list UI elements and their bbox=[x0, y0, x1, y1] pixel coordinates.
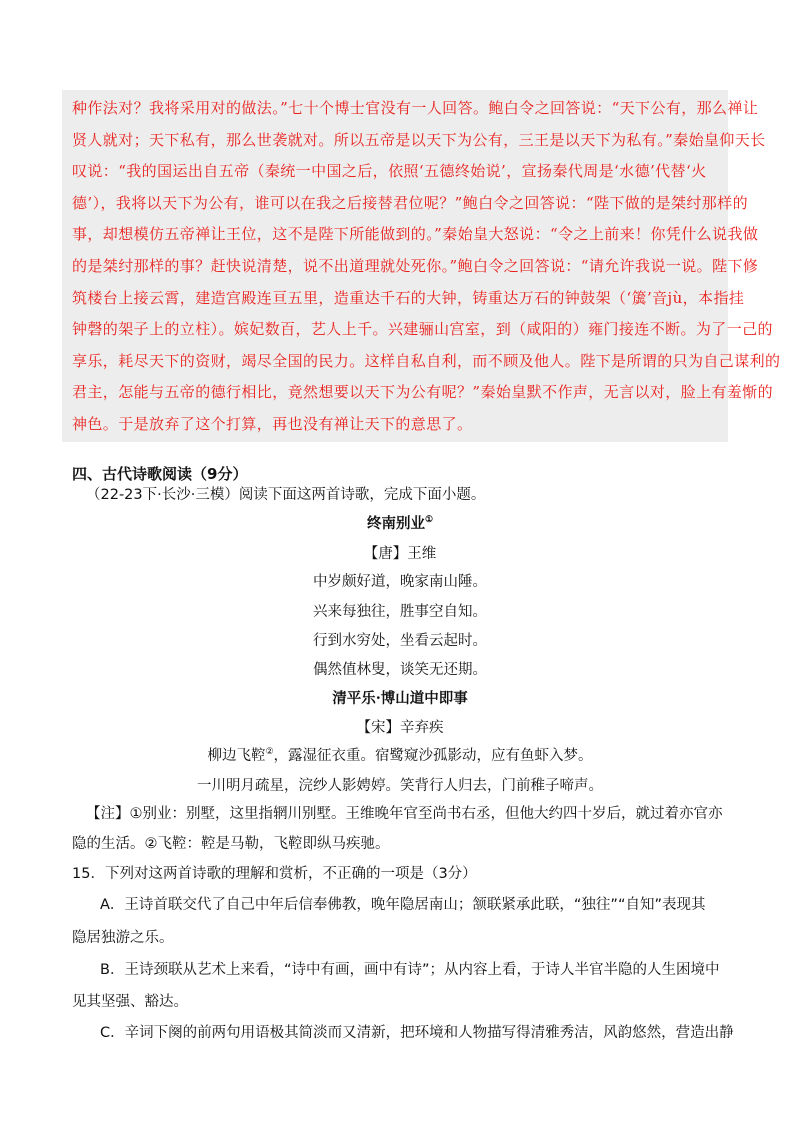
poem1-line: 中岁颇好道，晚家南山陲。 bbox=[313, 574, 487, 590]
question-stem: 15．下列对这两首诗歌的理解和赏析，不正确的一项是（3分） bbox=[72, 866, 477, 882]
footnote-marker: ② bbox=[265, 747, 274, 758]
section-intro: （22-23下·长沙·三模）阅读下面这两首诗歌，完成下面小题。 bbox=[86, 487, 486, 503]
answer-line: 神色。于是放弃了这个打算，再也没有禅让天下的意思了。 bbox=[72, 415, 473, 433]
answer-line: 筑楼台上接云霄，建造宫殿连亘五里，造重达千石的大钟，铸重达万石的钟鼓架（‘簴’音jù，本指挂 bbox=[72, 289, 745, 307]
option-b: B．王诗颈联从艺术上来看，“诗中有画，画中有诗”；从内容上看，于诗人半官半隐的人生困境中 bbox=[100, 962, 720, 978]
answer-line: 享乐，耗尽天下的资财，竭尽全国的民力。这样自私自利，而不顾及他人。陛下是所谓的只为自己谋利的 bbox=[72, 352, 781, 370]
section-title: 四、古代诗歌阅读（9分） bbox=[72, 465, 248, 483]
answer-line: 事，却想模仿五帝禅让王位，这不是陛下所能做到的。”秦始皇大怒说：“令之上前来！你凭什么说我做 bbox=[72, 225, 759, 243]
poem2-title: 清平乐·博山道中即事 bbox=[332, 690, 468, 707]
answer-line: 贤人就对；天下私有，那么世袭就对。所以五帝是以天下为公有，三王是以天下为私有。”秦始皇仰天长 bbox=[72, 131, 766, 149]
poem1-line: 行到水穷处，坐看云起时。 bbox=[313, 633, 487, 649]
answer-line: 德’），我将以天下为公有，谁可以在我之后接替君位呢？”鲍白令之回答说：“陛下做的是桀纣那样的 bbox=[72, 194, 749, 212]
answer-line: 君主，怎能与五帝的德行相比，竟然想要以天下为公有呢？”秦始皇默不作声，无言以对，脸上有羞惭的 bbox=[72, 383, 774, 401]
answer-line: 的是桀纣那样的事？赶快说清楚，说不出道理就处死你。”鲍白令之回答说：“请允许我说一说。陛下修 bbox=[72, 257, 759, 275]
poem2-line: 一川明月疏星，浣纱人影娉婷。笑背行人归去，门前稚子啼声。 bbox=[197, 778, 603, 794]
option-b-cont: 见其坚强、豁达。 bbox=[72, 994, 188, 1010]
poem2-line: 柳边飞鞚②，露湿征衣重。宿鹭窥沙孤影动，应有鱼虾入梦。 bbox=[207, 747, 593, 764]
poem2-author: 【宋】辛弃疾 bbox=[356, 720, 444, 736]
answer-line: 叹说：“我的国运出自五帝（秦统一中国之后，依照‘五德终始说’，宣扬秦代周是‘水德’代替‘火 bbox=[72, 162, 707, 180]
poem1-title: 终南别业① bbox=[366, 515, 434, 532]
option-c: C．辛词下阕的前两句用语极其简淡而又清新，把环境和人物描写得清雅秀洁，风韵悠然，营造出静 bbox=[100, 1025, 734, 1041]
notes-line: 隐的生活。②飞鞚：鞚是马勒，飞鞚即纵马疾驰。 bbox=[72, 836, 390, 852]
answer-line: 钟磬的架子上的立柱）。嫔妃数百，艺人上千。兴建骊山宫室，到（咸阳的）雍门接连不断。为了一己的 bbox=[72, 320, 773, 338]
poem1-line: 偶然值林叟，谈笑无还期。 bbox=[313, 662, 487, 678]
poem1-line: 兴来每独往，胜事空自知。 bbox=[313, 604, 487, 620]
footnote-marker: ① bbox=[424, 515, 434, 526]
notes-line: 【注】①别业：别墅，这里指辋川别墅。王维晚年官至尚书右丞，但他大约四十岁后，就过着亦官亦 bbox=[86, 806, 723, 822]
poem1-author: 【唐】王维 bbox=[363, 546, 437, 562]
option-a: A．王诗首联交代了自己中年后信奉佛教，晚年隐居南山；颔联紧承此联，“独往”“自知”表现其 bbox=[100, 897, 706, 913]
option-a-cont: 隐居独游之乐。 bbox=[72, 930, 174, 946]
answer-line: 种作法对？我将采用对的做法。”七十个博士官没有一人回答。鲍白令之回答说：“天下公有，那么禅让 bbox=[72, 99, 759, 117]
